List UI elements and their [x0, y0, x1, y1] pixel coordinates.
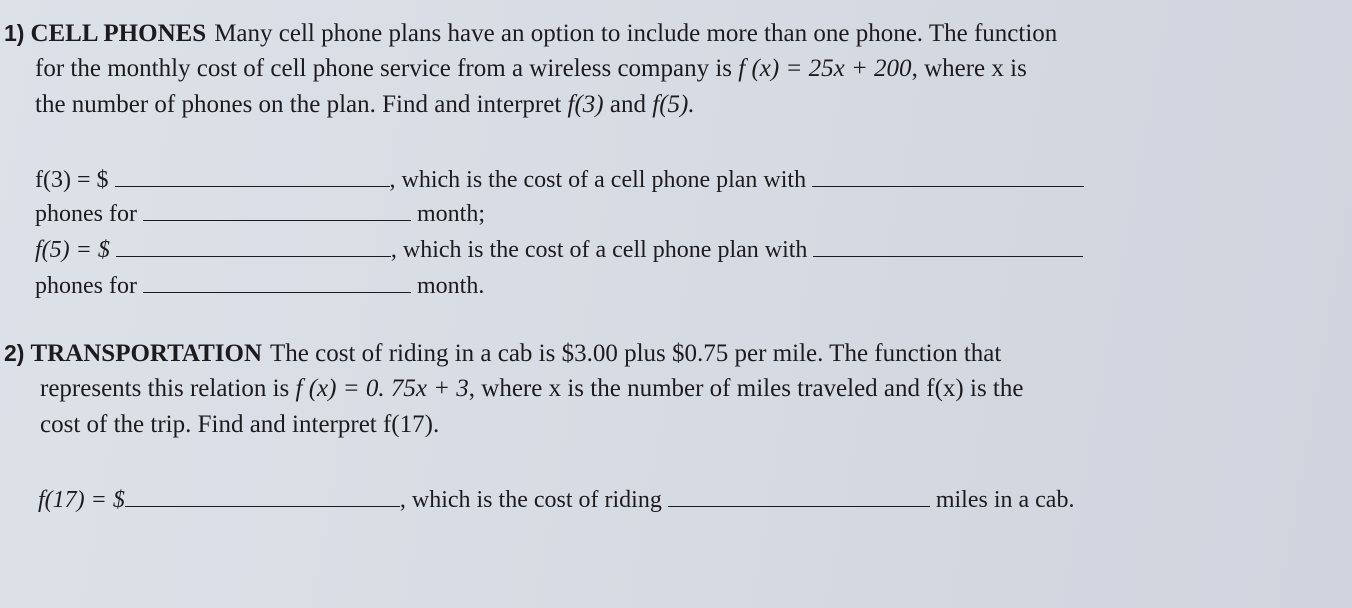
problem-2-function: f (x) = 0. 75x + 3: [295, 375, 469, 402]
answer-f3-value-blank[interactable]: [115, 164, 390, 187]
answer-f3-line-2: [35, 198, 485, 229]
answer-f5-month-blank[interactable]: [143, 270, 411, 293]
answer-f3-phones-for: phones for: [35, 201, 137, 227]
answer-f5-text: , which is the cost of a cell phone plan with: [390, 237, 808, 263]
problem-1-title: CELL PHONES: [30, 20, 207, 47]
answer-f17-miles-blank[interactable]: [668, 484, 930, 507]
answer-f3-phones-blank[interactable]: [812, 164, 1084, 187]
problem-2-line-1: [4, 338, 1001, 369]
answer-f5-line-2: [35, 270, 484, 301]
problem-1-line-2: [35, 54, 1027, 84]
answer-f3-line: [35, 164, 1084, 195]
problem-1-function: f (x) = 25x + 200: [738, 55, 912, 82]
problem-1-target-f5: f(5).: [652, 91, 695, 118]
problem-2-line-3: [40, 410, 439, 440]
problem-2-text-3: cost of the trip. Find and interpret f(17).: [40, 411, 440, 438]
answer-f3-label: f(3) = $: [35, 167, 109, 193]
answer-f17-label: f(17) = $: [38, 487, 125, 513]
answer-f17-value-blank[interactable]: [125, 484, 400, 507]
problem-2-text-2b: , where x is the number of miles traveled and f(x) is the: [468, 375, 1024, 402]
problem-1-and: and: [609, 91, 646, 118]
problem-1-text-2: for the monthly cost of cell phone service from a wireless company is: [35, 55, 733, 82]
answer-f5-phones-blank[interactable]: [813, 234, 1083, 257]
problem-2-number: 2): [4, 340, 25, 366]
answer-f5-line: [35, 234, 1083, 265]
problem-1-line-3: [35, 90, 695, 120]
problem-1-target-f3: f(3): [567, 91, 604, 118]
problem-2-line-2: [40, 374, 1023, 404]
problem-2-text-2: represents this relation is: [40, 375, 290, 402]
problem-1-text-1: Many cell phone plans have an option to include more than one phone. The function: [214, 20, 1058, 47]
problem-1-number: 1): [4, 20, 25, 46]
answer-f3-month: month;: [416, 201, 485, 227]
answer-f5-phones-for: phones for: [35, 273, 137, 299]
answer-f3-month-blank[interactable]: [143, 198, 411, 221]
answer-f17-text: , which is the cost of riding: [399, 487, 662, 513]
answer-f3-text: , which is the cost of a cell phone plan with: [389, 167, 807, 193]
answer-f17-line: [38, 484, 1074, 515]
problem-1-line-1: [4, 18, 1057, 49]
problem-2-title: TRANSPORTATION: [30, 340, 263, 367]
problem-1-where: , where x is: [911, 55, 1027, 82]
answer-f5-label: f(5) = $: [35, 237, 110, 263]
answer-f5-month: month.: [416, 273, 485, 299]
problem-1-text-3: the number of phones on the plan. Find and interpret: [35, 91, 562, 118]
answer-f5-value-blank[interactable]: [116, 234, 391, 257]
answer-f17-suffix: miles in a cab.: [935, 487, 1075, 513]
problem-2-text-1: The cost of riding in a cab is $3.00 plus $0.75 per mile. The function that: [270, 340, 1002, 367]
